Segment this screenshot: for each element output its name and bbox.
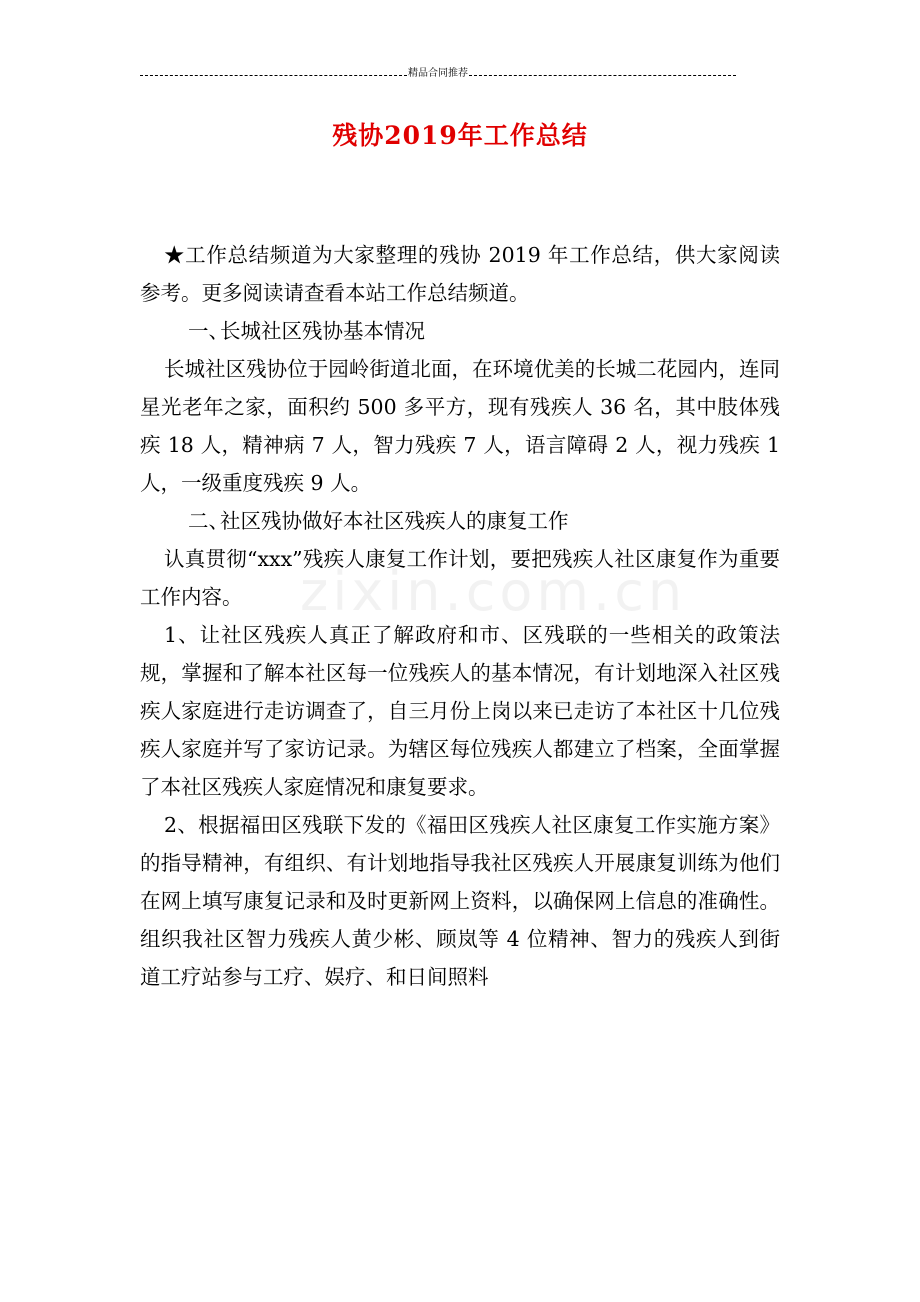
paragraph-3: 1、让社区残疾人真正了解政府和市、区残联的一些相关的政策法规，掌握和了解本社区每一位残疾人的基本情况，有计划地深入社区残疾人家庭进行走访调查了，自三月份上岗以来已走访了本社区十几位残疾人家庭并写了家访记录。为辖区每位残疾人都建立了档案，全面掌握了本社区残疾人家庭情况和康复要求。 xyxy=(140,623,780,799)
watermark: zixin.com.cn xyxy=(300,560,687,623)
header-dash-left xyxy=(140,75,407,76)
section-heading-2 xyxy=(140,502,780,540)
section-title: 社区残协做好本社区残疾人的康复工作 xyxy=(220,509,569,533)
header-label: 精品合同推荐 xyxy=(408,68,468,79)
paragraph-1: 长城社区残协位于园岭街道北面，在环境优美的长城二花园内，连同星光老年之家，面积约 500 多平方，现有残疾人 36 名，其中肢体残疾 18 人，精神病 7 人，智力残疾 7 人，语言障碍 2 人，视力残疾 1 人，一级重度残疾 9 人。 xyxy=(140,357,780,495)
section-number: 二、 xyxy=(188,509,229,533)
document-body xyxy=(140,236,780,996)
intro-paragraph: ★工作总结频道为大家整理的残协 2019 年工作总结，供大家阅读参考。更多阅读请查看本站工作总结频道。 xyxy=(140,243,780,305)
header-rule xyxy=(140,67,736,81)
section-title: 长城社区残协基本情况 xyxy=(220,319,425,343)
header-dash-right xyxy=(469,75,736,76)
section-number: 一、 xyxy=(188,319,229,343)
section-heading-1 xyxy=(140,312,780,350)
document-title: 残协2019年工作总结 xyxy=(332,121,588,150)
paragraph-4: 2、根据福田区残联下发的《福田区残疾人社区康复工作实施方案》的指导精神，有组织、有计划地指导我社区残疾人开展康复训练为他们在网上填写康复记录和及时更新网上资料，以确保网上信息的准确性。组织我社区智力残疾人黄少彬、顾岚等 4 位精神、智力的残疾人到街道工疗站参与工疗、娱疗、和日间照料 xyxy=(140,813,780,989)
paragraph-2: 认真贯彻“xxx”残疾人康复工作计划，要把残疾人社区康复作为重要工作内容。 xyxy=(140,547,780,609)
